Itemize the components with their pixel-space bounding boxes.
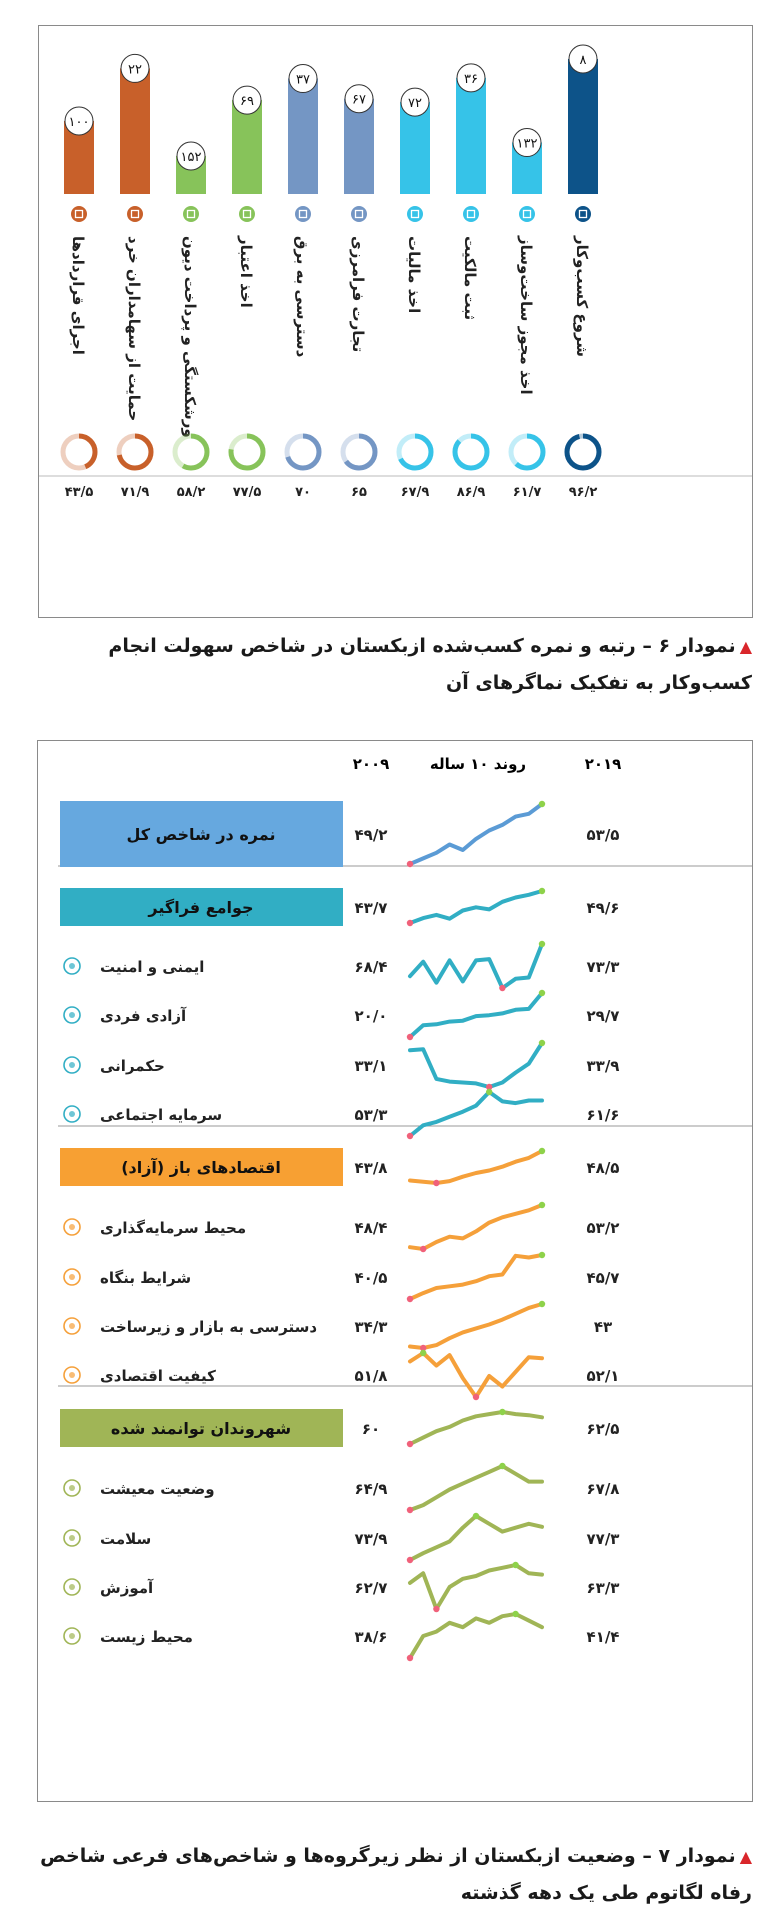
- triangle-marker-icon: ▲: [739, 1847, 752, 1866]
- category-label-8: ثبت مالکیت: [461, 236, 479, 321]
- rank-label-3: ۱۵۲: [180, 150, 202, 165]
- truck-icon: [183, 206, 199, 222]
- trend-line-12: [410, 1466, 542, 1510]
- score-label-9: ۶۱/۷: [512, 485, 542, 500]
- value-2019-2: ۷۳/۳: [586, 958, 620, 976]
- lightning-icon: [463, 206, 479, 222]
- score-label-7: ۶۷/۹: [400, 485, 430, 500]
- bar-2: [120, 68, 150, 194]
- house-icon: [64, 1480, 80, 1496]
- value-2009-3: ۲۰/۰: [354, 1007, 388, 1025]
- value-2009-4: ۳۳/۱: [354, 1057, 388, 1075]
- sub-label-10: کیفیت اقتصادی: [100, 1367, 216, 1385]
- value-2019-5: ۶۱/۶: [586, 1106, 620, 1124]
- people-icon: [64, 1106, 80, 1122]
- government-icon-dot: [69, 1062, 75, 1068]
- rank-label-10: ۸: [579, 53, 587, 68]
- trend-line-8: [410, 1255, 542, 1299]
- rank-label-4: ۶۹: [240, 94, 254, 110]
- trend-max-point-5: [486, 1089, 492, 1095]
- heart-monitor-icon-dot: [69, 1535, 75, 1541]
- bank-icon: [127, 206, 143, 222]
- building-icon: [407, 206, 423, 222]
- value-2019-0: ۵۳/۵: [586, 826, 620, 844]
- people-icon-dot: [69, 1111, 75, 1117]
- value-2019-15: ۴۱/۴: [586, 1628, 620, 1646]
- score-ring-10: [567, 436, 599, 468]
- lightbulb-icon: [64, 1269, 80, 1285]
- trend-min-point-7: [420, 1246, 426, 1252]
- sub-label-4: حکمرانی: [100, 1057, 165, 1075]
- sub-label-7: محیط سرمایه‌گذاری: [100, 1219, 247, 1237]
- leaf-icon-dot: [69, 1633, 75, 1639]
- cart-icon-dot: [69, 1323, 75, 1329]
- trend-min-point-11: [407, 1441, 413, 1447]
- value-2019-13: ۷۷/۳: [586, 1530, 620, 1548]
- shield-icon: [64, 958, 80, 974]
- value-2009-13: ۷۳/۹: [354, 1530, 388, 1548]
- value-2019-6: ۴۸/۵: [586, 1159, 620, 1177]
- trend-line-7: [410, 1205, 542, 1249]
- category-label-9: اخذ مجوز ساخت‌وساز: [517, 236, 535, 395]
- value-2019-7: ۵۳/۲: [586, 1219, 620, 1237]
- header-trend: روند ۱۰ ساله: [429, 755, 527, 773]
- value-2009-7: ۴۸/۴: [354, 1219, 388, 1237]
- trend-line-11: [410, 1412, 542, 1444]
- value-2009-1: ۴۳/۷: [354, 899, 388, 917]
- score-label-6: ۶۵: [351, 485, 367, 500]
- trend-min-point-5: [407, 1133, 413, 1139]
- trend-max-point-14: [512, 1562, 518, 1568]
- category-label-4: اخذ اعتبار: [237, 236, 255, 308]
- sub-label-14: آموزش: [100, 1579, 154, 1597]
- trend-min-point-15: [407, 1655, 413, 1661]
- score-label-1: ۴۳/۵: [64, 485, 94, 500]
- category-label-10: شروع کسب‌وکار: [573, 236, 591, 358]
- value-2019-11: ۶۲/۵: [586, 1420, 620, 1438]
- trend-max-point-2: [539, 941, 545, 947]
- money-icon-bg: [239, 206, 255, 222]
- leaf-icon: [64, 1628, 80, 1644]
- sub-label-8: شرایط بنگاه: [100, 1269, 192, 1287]
- office-icon: [575, 206, 591, 222]
- sub-label-2: ایمنی و امنیت: [100, 958, 205, 976]
- ship-icon: [351, 206, 367, 222]
- category-label-1: اجرای قراردادها: [69, 236, 87, 355]
- tools-icon-bg: [519, 206, 535, 222]
- trend-line-1: [410, 891, 542, 923]
- trend-min-point-12: [407, 1507, 413, 1513]
- trend-min-point-6: [433, 1180, 439, 1186]
- bank-icon-bg: [127, 206, 143, 222]
- triangle-marker-icon: ▲: [739, 637, 752, 656]
- power-line-icon: [295, 206, 311, 222]
- bar-5: [288, 79, 318, 194]
- trend-max-point-10: [420, 1350, 426, 1356]
- truck-icon-bg: [183, 206, 199, 222]
- money-plant-icon-dot: [69, 1224, 75, 1230]
- power-line-icon-bg: [295, 206, 311, 222]
- doing-business-svg: [39, 26, 752, 617]
- rank-label-9: ۱۳۲: [516, 136, 538, 152]
- ship-icon-bg: [351, 206, 367, 222]
- cart-icon: [64, 1318, 80, 1334]
- value-2019-10: ۵۲/۱: [586, 1367, 620, 1385]
- rank-label-7: ۷۲: [408, 96, 422, 112]
- value-2009-11: ۶۰: [361, 1420, 381, 1438]
- trend-min-point-2: [499, 985, 505, 991]
- house-icon-dot: [69, 1485, 75, 1491]
- trend-min-point-14: [433, 1606, 439, 1612]
- sub-label-13: سلامت: [100, 1530, 152, 1548]
- trend-max-point-6: [539, 1148, 545, 1154]
- value-2009-12: ۶۴/۹: [354, 1480, 388, 1498]
- graduation-cap-icon-dot: [69, 1584, 75, 1590]
- stopwatch-icon-dot: [69, 1372, 75, 1378]
- trend-max-point-4: [539, 1040, 545, 1046]
- trend-max-point-0: [539, 801, 545, 807]
- bar-8: [456, 78, 486, 194]
- group-label-6: اقتصادهای باز (آزاد): [121, 1158, 281, 1177]
- rank-label-8: ۳۶: [464, 71, 478, 87]
- trend-max-point-8: [539, 1252, 545, 1258]
- header-2009: ۲۰۰۹: [352, 755, 390, 773]
- tools-icon: [519, 206, 535, 222]
- score-label-10: ۹۶/۲: [568, 485, 598, 500]
- value-2009-5: ۵۳/۳: [354, 1106, 388, 1124]
- value-2009-8: ۴۰/۵: [354, 1269, 388, 1287]
- sub-label-3: آزادی فردی: [100, 1007, 187, 1025]
- stopwatch-icon: [64, 1367, 80, 1383]
- trend-line-14: [410, 1565, 542, 1609]
- graduation-cap-icon: [64, 1579, 80, 1595]
- group-label-1: جوامع فراگیر: [148, 898, 254, 917]
- prosperity-index-svg: [38, 741, 752, 1801]
- office-icon-bg: [575, 206, 591, 222]
- trend-min-point-13: [407, 1557, 413, 1563]
- score-label-5: ۷۰: [295, 485, 311, 500]
- value-2019-14: ۶۳/۳: [586, 1579, 620, 1597]
- trend-max-point-13: [473, 1513, 479, 1519]
- lightbulb-icon-dot: [69, 1274, 75, 1280]
- trend-max-point-1: [539, 888, 545, 894]
- sub-label-15: محیط زیست: [100, 1628, 193, 1646]
- trend-max-point-7: [539, 1202, 545, 1208]
- trend-max-point-11: [499, 1409, 505, 1415]
- trend-max-point-12: [499, 1463, 505, 1469]
- value-2019-9: ۴۳: [593, 1318, 613, 1336]
- trend-line-13: [410, 1516, 542, 1560]
- category-label-3: ورشکستگی و پرداخت دیون: [181, 236, 199, 438]
- score-label-3: ۵۸/۲: [176, 485, 206, 500]
- value-2019-4: ۳۳/۹: [586, 1057, 620, 1075]
- total-index-label: نمره در شاخص کل: [126, 825, 276, 844]
- trend-line-0: [410, 804, 542, 864]
- rank-label-6: ۶۷: [352, 92, 366, 108]
- prosperity-index-chart: [37, 740, 753, 1802]
- doing-business-chart: [38, 25, 753, 618]
- value-2019-12: ۶۷/۸: [586, 1480, 620, 1498]
- sub-label-12: وضعیت معیشت: [100, 1480, 215, 1498]
- heart-monitor-icon: [64, 1530, 80, 1546]
- trend-line-6: [410, 1151, 542, 1183]
- trend-min-point-8: [407, 1296, 413, 1302]
- government-icon: [64, 1057, 80, 1073]
- lightning-icon-bg: [463, 206, 479, 222]
- gavel-icon-bg: [71, 206, 87, 222]
- value-2019-3: ۲۹/۷: [586, 1007, 620, 1025]
- rank-label-2: ۲۲: [128, 62, 142, 78]
- money-plant-icon: [64, 1219, 80, 1235]
- value-2009-6: ۴۳/۸: [354, 1159, 388, 1177]
- trend-line-9: [410, 1304, 542, 1348]
- trend-min-point-0: [407, 861, 413, 867]
- category-label-2: حمایت از سهامداران خرد: [125, 236, 143, 422]
- shield-icon-dot: [69, 963, 75, 969]
- gavel-icon: [71, 206, 87, 222]
- trend-max-point-15: [512, 1611, 518, 1617]
- value-2009-10: ۵۱/۸: [354, 1367, 388, 1385]
- trend-min-point-10: [473, 1394, 479, 1400]
- runner-icon-dot: [69, 1012, 75, 1018]
- bar-10: [568, 59, 598, 194]
- group-label-11: شهروندان توانمند شده: [110, 1419, 292, 1438]
- trend-line-4: [410, 1043, 542, 1087]
- chart6-caption: ▲نمودار ۶ – رتبه و نمره کسب‌شده ازبکستان در شاخص سهولت انجام کسب‌وکار به تفکیک نماگرهای آن: [108, 635, 752, 694]
- sub-label-5: سرمایه اجتماعی: [100, 1106, 223, 1124]
- trend-line-10: [410, 1353, 542, 1397]
- sub-label-9: دسترسی به بازار و زیرساخت: [100, 1318, 318, 1336]
- money-icon: [239, 206, 255, 222]
- value-2009-9: ۳۴/۳: [354, 1318, 388, 1336]
- trend-min-point-3: [407, 1034, 413, 1040]
- category-label-5: دسترسی به برق: [293, 236, 311, 358]
- trend-line-2: [410, 944, 542, 988]
- trend-max-point-9: [539, 1301, 545, 1307]
- score-label-4: ۷۷/۵: [232, 485, 262, 500]
- value-2009-15: ۳۸/۶: [354, 1628, 388, 1646]
- trend-min-point-1: [407, 920, 413, 926]
- value-2009-14: ۶۲/۷: [354, 1579, 388, 1597]
- trend-line-3: [410, 993, 542, 1037]
- rank-label-5: ۳۷: [296, 72, 310, 88]
- value-2019-1: ۴۹/۶: [586, 899, 620, 917]
- value-2019-8: ۴۵/۷: [586, 1269, 620, 1287]
- category-label-7: اخذ مالیات: [405, 236, 423, 314]
- building-icon-bg: [407, 206, 423, 222]
- value-2009-2: ۶۸/۴: [354, 958, 388, 976]
- score-label-8: ۸۶/۹: [456, 485, 486, 500]
- trend-max-point-3: [539, 990, 545, 996]
- category-label-6: تجارت فرامرزی: [349, 236, 367, 353]
- rank-label-1: ۱۰۰: [68, 114, 90, 130]
- trend-line-5: [410, 1092, 542, 1136]
- value-2009-0: ۴۹/۲: [354, 826, 388, 844]
- runner-icon: [64, 1007, 80, 1023]
- trend-line-15: [410, 1614, 542, 1658]
- chart7-caption: ▲نمودار ۷ – وضعیت ازبکستان از نظر زیرگروه‌ها و شاخص‌های فرعی شاخص رفاه لگاتوم طی یک دهه گذشته: [40, 1845, 752, 1904]
- score-label-2: ۷۱/۹: [120, 485, 150, 500]
- header-2019: ۲۰۱۹: [584, 755, 622, 773]
